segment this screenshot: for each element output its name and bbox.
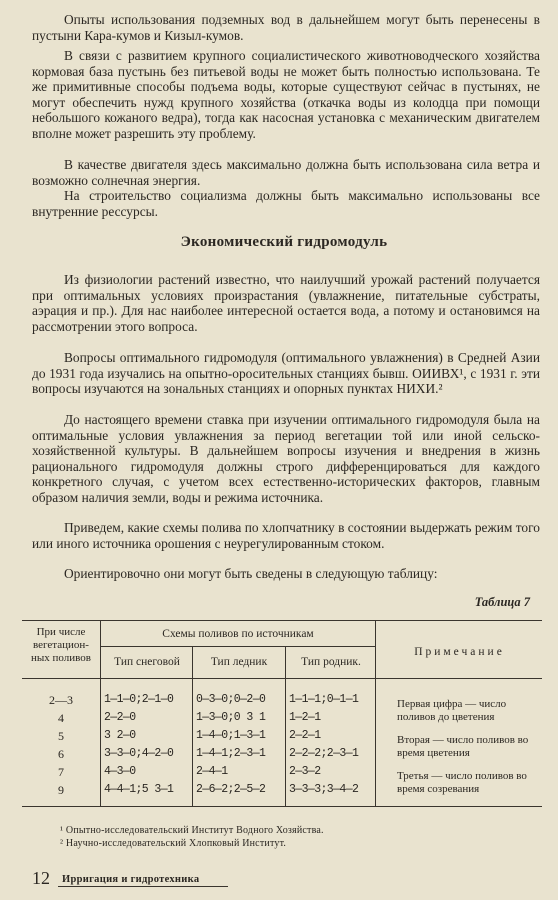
paragraph-schemes: Приведем, какие схемы полива по хлопчатнику в состоянии выдержать режим того или иного источника орошения с неурегулированным стоком. xyxy=(32,520,540,551)
cell-spring: 2—3—2 xyxy=(289,765,321,778)
row-count: 4 xyxy=(58,711,64,725)
cell-snow: 1—1—0;2—1—0 xyxy=(104,693,174,706)
paragraph-livestock: В связи с развитием крупного социалистического животноводческого хозяйства кормовая база пустынь без питьевой воды не может быть полностью использована. Те же примитивные способы подъема воды, которые существуют сейчас в пустынях, не могут обеспечить нужд крупного хозяйства (откачка воды из колодца при помощи небольшого кожаного ведра), тогда как насосная установка с механическим двигателем вполне может разрешить эту проблему. xyxy=(32,48,540,141)
row-count: 5 xyxy=(58,729,64,743)
table-col-divider xyxy=(375,620,376,807)
row-count: 9 xyxy=(58,783,64,797)
cell-snow: 4—4—1;5 3—1 xyxy=(104,783,174,796)
row-count: 6 xyxy=(58,747,64,761)
page-number: 12 xyxy=(32,868,50,888)
col-header-group: Схемы поливов по источникам xyxy=(162,628,314,640)
cell-snow: 3—3—0;4—2—0 xyxy=(104,747,174,760)
cell-spring: 2—2—2;2—3—1 xyxy=(289,747,359,760)
cell-glacier: 0—3—0;0—2—0 xyxy=(196,693,266,706)
table-col-divider xyxy=(285,646,286,807)
section-heading: Экономический гидромодуль xyxy=(180,234,388,250)
table-caption: Таблица 7 xyxy=(474,595,530,609)
paragraph-table-intro: Ориентировочно они могут быть сведены в следующую таблицу: xyxy=(64,566,438,581)
cell-glacier: 2—4—1 xyxy=(196,765,228,778)
paragraph-history: Вопросы оптимального гидромодуля (оптимального увлажнения) в Средней Азии до 1931 года изучались на опытно-оросительных станциях бывш. ОИИВХ¹, с 1931 г. эти вопросы изучаются на зональных станциях и опорных пунктах НИХИ.² xyxy=(32,350,540,397)
note-first-digit: Первая цифра — число поливов до цветения xyxy=(397,698,507,723)
col-header-note: Примечание xyxy=(414,646,505,658)
note-second-digit: Вторая — число поливов во время цветения xyxy=(397,734,529,759)
cell-glacier: 1—4—1;2—3—1 xyxy=(196,747,266,760)
cell-spring: 1—1—1;0—1—1 xyxy=(289,693,359,706)
table-col-divider xyxy=(100,620,101,807)
cell-spring: 3—3—3;3—4—2 xyxy=(289,783,359,796)
paragraph-resources: На строительство социализма должны быть максимально использованы все внутренние рессурсы. xyxy=(32,188,540,219)
cell-spring: 1—2—1 xyxy=(289,711,321,724)
footer-rule xyxy=(58,886,228,887)
cell-snow: 2—2—0 xyxy=(104,711,136,724)
cell-spring: 2—2—1 xyxy=(289,729,321,742)
paragraph-wind-energy: В качестве двигателя здесь максимально должна быть использована сила ветра и возможно солнечная энергия. xyxy=(32,157,540,188)
paragraph-present: До настоящего времени ставка при изучении оптимального гидромодуля была на оптимальные условия увлажнения за период вегетации той или иной сельско-хозяйственной культуры. В дальнейшем вопросы изучения и внедрения в жизнь рационального гидромодуля должны строго дифференцироваться для каждого конкретного случая, с учетом всех естественно-исторических факторов, главным образом наличия земли, воды и режима источника. xyxy=(32,412,540,505)
row-count: 7 xyxy=(58,765,64,779)
paragraph-groundwater: Опыты использования подземных вод в дальнейшем могут быть перенесены в пустыни Кара-кумов и Кизыл-кумов. xyxy=(32,12,540,43)
col-header-spring: Тип родник. xyxy=(301,656,361,668)
table-group-rule xyxy=(100,646,375,647)
cell-glacier: 1—4—0;1—3—1 xyxy=(196,729,266,742)
col-header-snow: Тип снеговой xyxy=(114,656,180,668)
cell-snow: 3 2—0 xyxy=(104,729,136,742)
col-header-count: При числе вегетацион-ных поливов xyxy=(31,626,91,664)
footnote-1: ¹ Опытно-исследовательский Институт Водного Хозяйства. xyxy=(60,825,324,836)
cell-glacier: 2—6—2;2—5—2 xyxy=(196,783,266,796)
irrigation-table xyxy=(22,620,542,808)
col-header-glacier: Тип ледник xyxy=(210,656,268,668)
cell-glacier: 1—3—0;0 3 1 xyxy=(196,711,266,724)
paragraph-physiology: Из физиологии растений известно, что наилучший урожай растений получается при оптимальных условиях произрастания (увлажнение, питательные субстраты, аэрация и пр.). Для нас наиболее интересной остается вода, а потому и остановимся на рассмотрении этого вопроса. xyxy=(32,272,540,334)
table-col-divider xyxy=(192,646,193,807)
row-count: 2—3 xyxy=(49,693,73,707)
note-third-digit: Третья — число поливов во время созревания xyxy=(397,770,527,795)
footnote-2: ² Научно-исследовательский Хлопковый Институт. xyxy=(60,838,287,849)
cell-snow: 4—3—0 xyxy=(104,765,136,778)
running-footer: Ирригация и гидротехника xyxy=(62,874,200,885)
